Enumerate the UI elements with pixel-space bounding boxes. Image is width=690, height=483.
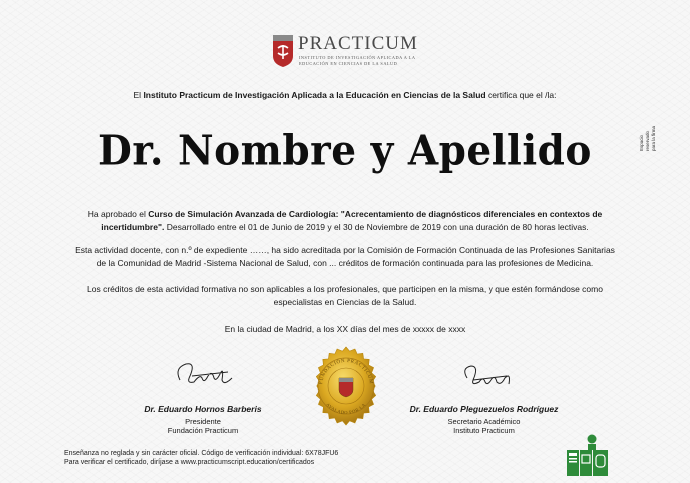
- accreditation-commission-logo: [565, 433, 610, 477]
- verification-code-line: Enseñanza no reglada y sin carácter oficial. Código de verificación individual: 6X78JFU6: [64, 450, 339, 457]
- verification-footer: [64, 449, 338, 467]
- signer-right-name: Dr. Eduardo Pleguezuelos Rodríguez: [409, 404, 559, 414]
- verification-url-line: Para verificar el certificado, diríjase a www.practicumscript.education/certificados: [64, 459, 315, 466]
- practicum-shield-icon: [272, 34, 294, 68]
- course-details: Desarrollado entre el 01 de Junio de 2019 y el 30 de Noviembre de 2019 con una duración de 80 horas lectivas.: [164, 221, 589, 232]
- seal-shield-icon: [339, 378, 353, 397]
- practicum-logo: [272, 34, 422, 70]
- signer-right-role: [394, 417, 574, 435]
- seal-text-bottom: AVALADO POR LA: [325, 401, 367, 416]
- place-date: En la ciudad de Madrid, a los XX días del mes de xxxxx de xxxx: [224, 324, 466, 334]
- logo-tagline-2: EDUCACIÓN EN CIENCIAS DE LA SALUD: [299, 61, 398, 66]
- signer-left-title: Presidente: [185, 417, 221, 426]
- recipient-name: Dr. Nombre y Apellido: [98, 126, 592, 176]
- signer-left: [113, 404, 293, 435]
- credits-paragraph: Los créditos de esta actividad formativa no son aplicables a los profesionales, que participen en la misma, y que estén formándose como especialistas en Ciencias de la Salud.: [87, 284, 603, 307]
- logo-tagline-1: INSTITUTO DE INVESTIGACIÓN APLICADA A LA: [299, 55, 416, 60]
- signature-right: [457, 358, 517, 394]
- signer-left-name: Dr. Eduardo Hornos Barberis: [144, 404, 262, 414]
- institution-name: Instituto Practicum de Investigación Aplicada a la Educación en Ciencias de la Salud: [143, 90, 486, 100]
- intro-suffix: certifica que el /la:: [485, 90, 557, 100]
- side-note-line-1: Espacio: [639, 134, 644, 151]
- side-note-line-2: reservado: [645, 130, 650, 151]
- side-note-line-3: para la firma: [651, 125, 656, 151]
- signer-left-role: [113, 417, 293, 435]
- seal-text-top: FUNDACIÓN PRACTICUM: [319, 358, 374, 385]
- intro-prefix: El: [133, 90, 144, 100]
- signer-right-org: Instituto Practicum: [453, 426, 515, 435]
- accreditation-paragraph: Esta actividad docente, con n.º de expediente ……, ha sido acreditada por la Comisión de Formación Continuada de las Profesiones Sanitarias de la Comunidad de Madrid -Sistema Nacional de Salud, con ... créditos de formación continuada para las profesiones de Medicina.: [75, 245, 615, 268]
- signature-left: [172, 352, 242, 392]
- gold-seal: [306, 346, 386, 426]
- course-title: Curso de Simulación Avanzada de Cardiología: "Acrecentamiento de diagnósticos diferenciales en contextos de incertidumbre".: [101, 209, 603, 232]
- course-paragraph: [70, 208, 620, 233]
- signer-left-org: Fundación Practicum: [167, 426, 239, 435]
- course-prefix: Ha aprobado el: [87, 209, 149, 219]
- signer-right: [394, 404, 574, 435]
- intro-line: [0, 90, 690, 100]
- signer-right-title: Secretario Académico: [447, 417, 521, 426]
- logo-name: PRACTICUM: [298, 33, 418, 54]
